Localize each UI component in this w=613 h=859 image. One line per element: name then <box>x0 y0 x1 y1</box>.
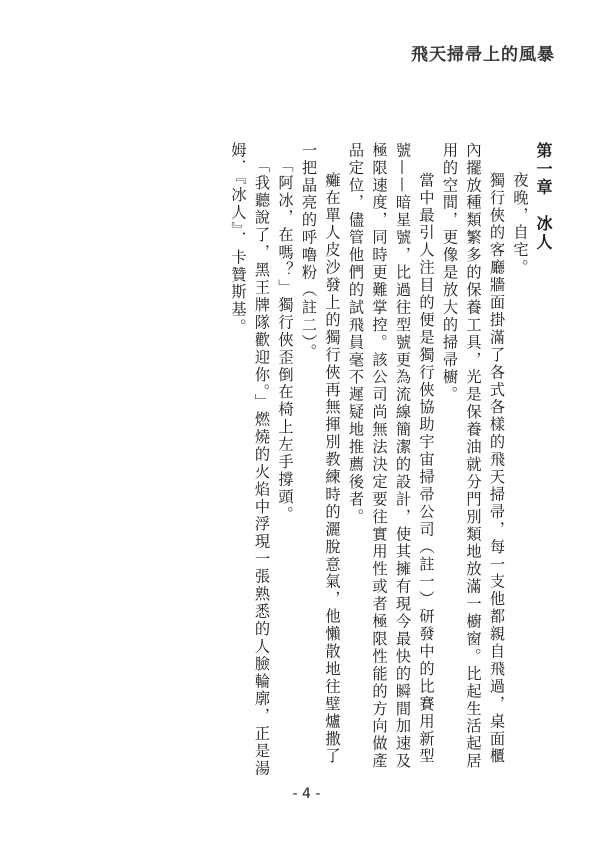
paragraph-6: 「我聽說了，黑王牌隊歡迎你。」燃燒的火焰中浮現一張熟悉的人臉輪廓，正是湯姆．『冰人』．卡贊斯基。 <box>229 142 271 778</box>
paragraph-1: 夜晚，自宅。 <box>511 172 530 278</box>
paragraph-2: 獨行俠的客廳牆面掛滿了各式各樣的飛天掃帚，每一支他都親自飛過，桌面櫃內擺放種類繁多的保養工具，光是保養油就分門別類地放滿一櫥窗。比起生活起居用的空間，更像是放大的掃帚櫥。 <box>441 142 506 771</box>
paragraph-4: 癱在單人皮沙發上的獨行俠再無揮別教練時的灑脫意氣，他懶散地往壁爐撒了一把晶亮的呼嚕粉（註二）。 <box>300 142 342 766</box>
page-number: - 4 - <box>292 786 321 802</box>
paragraph-3: 當中最引人注目的便是獨行俠協助宇宙掃帚公司（註一）研發中的比賽用新型號——暗星號，比過往型號更為流線簡潔的設計，使其擁有現今最快的瞬間加速及極限速度，同時更難掌控。該公司尚無法決定要往實用性或者極限性能的方向做產品定位，儘管他們的試飛員毫不遲疑地推薦後者。 <box>347 142 436 771</box>
vertical-body-text <box>55 142 555 782</box>
running-header-title: 飛天掃帚上的風暴 <box>411 45 555 65</box>
paragraph-5: 「阿冰，在嗎？」獨行俠歪倒在椅上左手撐頭。 <box>276 157 295 524</box>
chapter-title: 第一章 冰人 <box>534 142 553 252</box>
